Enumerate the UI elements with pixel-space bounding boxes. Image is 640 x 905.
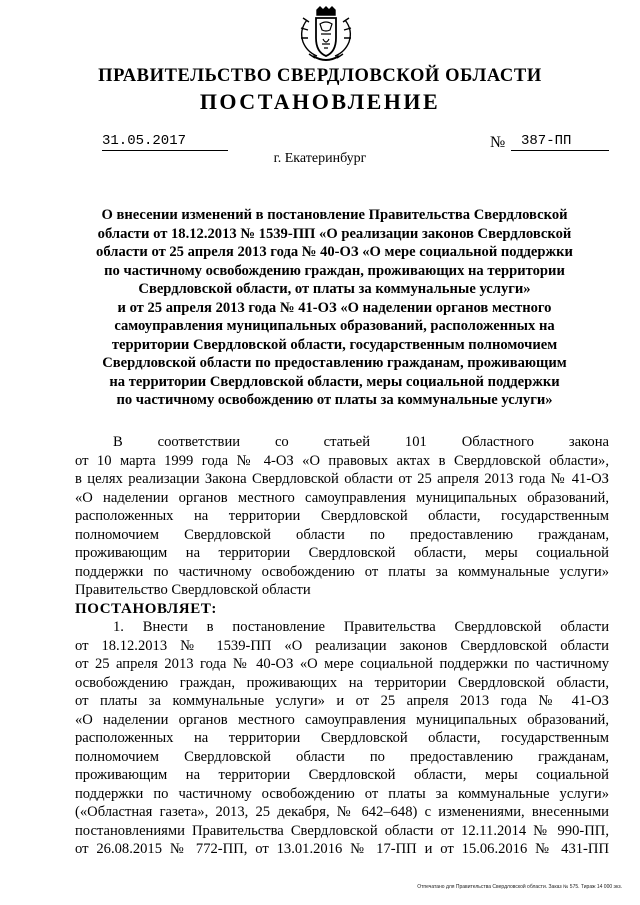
body-line: полномочием Свердловской области по предоставлению гражданам, xyxy=(75,748,609,765)
body-line: от платы за коммунальные услуги» и от 25 апреля 2013 года № 41-ОЗ xyxy=(75,693,609,709)
body-line: 1. Внести в постановление Правительства Свердловской области xyxy=(113,619,609,635)
heading-line: Свердловской области, от платы за коммунальные услуги» xyxy=(138,281,531,297)
decree-heading xyxy=(62,206,607,410)
body-line: полномочием Свердловской области по предоставлению гражданам, xyxy=(75,526,609,543)
decree-date: 31.05.2017 xyxy=(102,133,228,151)
heading-line: территории Свердловской области, государственным полномочием xyxy=(111,336,558,353)
body-line: «О наделении органов местного самоуправления муниципальных образований, xyxy=(75,711,609,728)
decree-word: ПОСТАНОВЛЯЕТ: xyxy=(75,600,218,617)
body-line: В соответствии со статьей 101 Областного закона xyxy=(113,434,609,450)
coat-of-arms-emblem xyxy=(297,6,355,62)
heading-line: области от 25 апреля 2013 года № 40-ОЗ «О мере социальной поддержки xyxy=(96,244,573,260)
heading-line: по частичному освобождению от платы за коммунальные услуги» xyxy=(116,392,553,408)
city-name: г. Екатеринбург xyxy=(273,151,367,166)
body-line: Правительство Свердловской области xyxy=(75,582,311,598)
body-line: от 26.08.2015 № 772-ПП, от 13.01.2016 № 17-ПП и от 15.06.2016 № 431-ПП xyxy=(75,841,609,857)
heading-line: по частичному освобождению граждан, проживающих на территории xyxy=(104,262,565,279)
item-1-paragraph xyxy=(75,618,609,859)
print-footer: Отпечатано для Правительства Свердловской области. Заказ № 575. Тираж 14 000 экз. xyxy=(417,884,622,890)
government-title: ПРАВИТЕЛЬСТВО СВЕРДЛОВСКОЙ ОБЛАСТИ xyxy=(98,66,542,86)
body-line: («Областная газета», 2013, 25 декабря, № 642–648) с изменениями, внесенными xyxy=(75,804,609,820)
body-line: поддержки по частичному освобождению от платы за коммунальные услуги» xyxy=(75,785,609,802)
decree-body xyxy=(75,433,609,859)
decree-number: 387-ПП xyxy=(511,133,609,151)
number-sign: № xyxy=(490,134,506,151)
body-line: от 10 марта 1999 года № 4-ОЗ «О правовых актах в Свердловской области», xyxy=(75,452,609,469)
body-line: освобождению граждан, проживающих на территории Свердловской области, xyxy=(75,674,609,691)
body-line: постановлениями Правительства Свердловской области от 12.11.2014 № 990-ПП, xyxy=(75,822,609,839)
preamble-paragraph xyxy=(75,433,609,600)
body-line: от 25 апреля 2013 года № 40-ОЗ «О мере социальной поддержки по частичному xyxy=(75,656,609,672)
body-line: «О наделении органов местного самоуправления муниципальных образований, xyxy=(75,489,609,506)
heading-line: на территории Свердловской области, меры социальной поддержки xyxy=(109,373,560,390)
document-type-title: ПОСТАНОВЛЕНИЕ xyxy=(199,89,441,114)
body-line: расположенных на территории Свердловской области, государственным xyxy=(75,730,609,746)
heading-line: Свердловской области по предоставлению гражданам, проживающим xyxy=(102,355,567,371)
heading-line: области от 18.12.2013 № 1539-ПП «О реализации законов Свердловской xyxy=(97,225,572,242)
heading-line: самоуправления муниципальных образований, расположенных на xyxy=(114,318,555,334)
body-line: расположенных на территории Свердловской области, государственным xyxy=(75,508,609,524)
heading-line: О внесении изменений в постановление Правительства Свердловской xyxy=(101,207,568,223)
body-line: проживающим на территории Свердловской области, меры социальной xyxy=(75,767,609,783)
heading-line: и от 25 апреля 2013 года № 41-ОЗ «О наделении органов местного xyxy=(117,299,552,316)
body-line: в целях реализации Закона Свердловской области от 25 апреля 2013 года № 41-ОЗ xyxy=(75,471,609,487)
body-line: от 18.12.2013 № 1539-ПП «О реализации законов Свердловской области xyxy=(75,637,609,654)
body-line: поддержки по частичному освобождению от платы за коммунальные услуги» xyxy=(75,563,609,580)
body-line: проживающим на территории Свердловской области, меры социальной xyxy=(75,545,609,561)
